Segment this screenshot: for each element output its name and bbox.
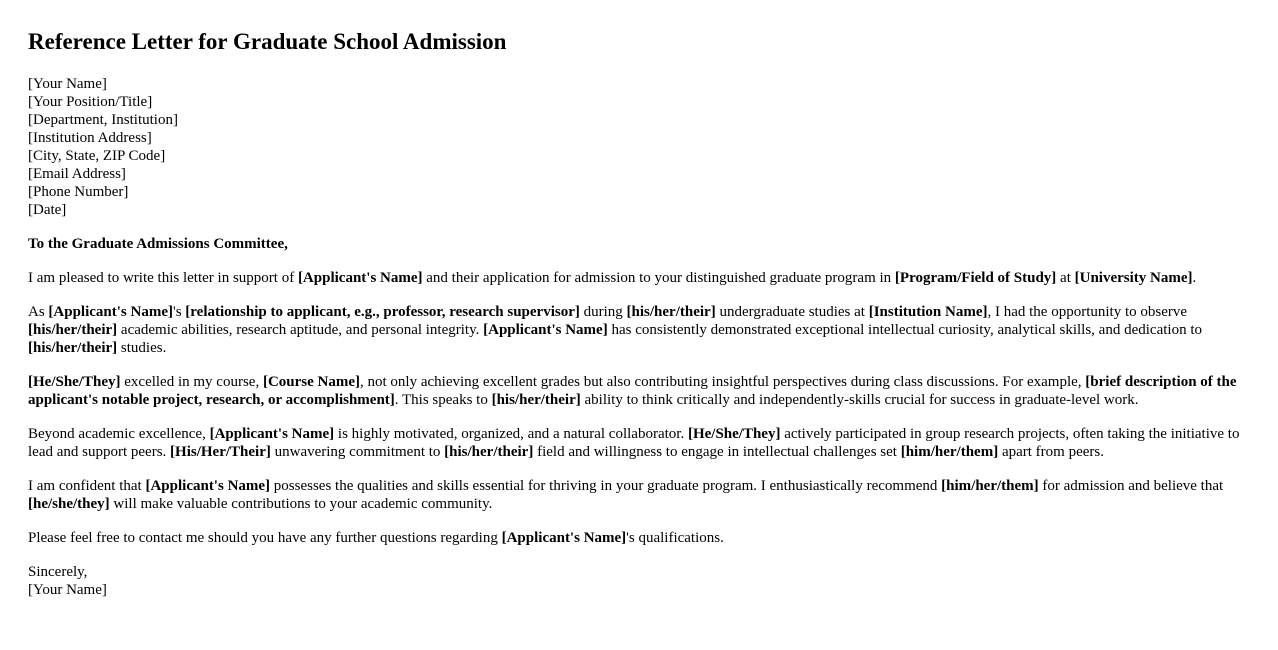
placeholder-university: [University Name] bbox=[1074, 270, 1193, 286]
salutation: To the Graduate Admissions Committee, bbox=[28, 236, 288, 252]
placeholder-pronoun: [him/her/them] bbox=[900, 444, 999, 460]
text-fragment: apart from peers. bbox=[998, 444, 1104, 460]
paragraph-contact bbox=[28, 529, 1250, 547]
paragraph-character bbox=[28, 425, 1250, 461]
text-fragment: is highly motivated, organized, and a natural collaborator. bbox=[334, 426, 688, 442]
placeholder-pronoun: [his/her/their] bbox=[28, 340, 118, 356]
placeholder-institution: [Institution Name] bbox=[868, 304, 988, 320]
paragraph-relationship bbox=[28, 303, 1250, 357]
paragraph-introduction bbox=[28, 269, 1250, 287]
text-fragment: . This speaks to bbox=[394, 392, 492, 408]
placeholder-pronoun: [he/she/they] bbox=[28, 496, 110, 512]
placeholder-applicant-name: [Applicant's Name] bbox=[297, 270, 423, 286]
text-fragment: possesses the qualities and skills essential for thriving in your graduate program. I enthusiastically recommend bbox=[270, 478, 942, 494]
text-fragment: As bbox=[28, 304, 49, 320]
placeholder-applicant-name: [Applicant's Name] bbox=[209, 426, 335, 442]
placeholder-pronoun: [His/Her/Their] bbox=[170, 444, 271, 460]
text-fragment: undergraduate studies at bbox=[715, 304, 869, 320]
sender-position: [Your Position/Title] bbox=[28, 94, 153, 110]
placeholder-pronoun: [his/her/their] bbox=[444, 444, 534, 460]
text-fragment: field and willingness to engage in intellectual challenges set bbox=[533, 444, 901, 460]
sender-email: [Email Address] bbox=[28, 166, 126, 182]
placeholder-pronoun: [him/her/them] bbox=[941, 478, 1039, 494]
placeholder-pronoun: [his/her/their] bbox=[491, 392, 581, 408]
text-fragment: studies. bbox=[117, 340, 167, 356]
text-fragment: ability to think critically and independently-skills crucial for success in graduate-level work. bbox=[580, 392, 1139, 408]
text-fragment: I am confident that bbox=[28, 478, 146, 494]
text-fragment: academic abilities, research aptitude, and personal integrity. bbox=[117, 322, 484, 338]
placeholder-relationship: [relationship to applicant, e.g., professor, research supervisor] bbox=[185, 304, 580, 320]
text-fragment: , not only achieving excellent grades but also contributing insightful perspectives during class discussions. For example, bbox=[360, 374, 1086, 390]
sender-name: [Your Name] bbox=[28, 76, 107, 92]
placeholder-applicant-name: [Applicant's Name] bbox=[483, 322, 608, 338]
placeholder-applicant-name: [Applicant's Name] bbox=[48, 304, 173, 320]
placeholder-accomplishment: [brief description of the applicant's notable project, research, or accomplishment] bbox=[28, 374, 1237, 408]
text-fragment: during bbox=[579, 304, 627, 320]
text-fragment: and their application for admission to your distinguished graduate program in bbox=[422, 270, 895, 286]
text-fragment: actively participated in group research projects, often taking the initiative to lead and support peers. bbox=[28, 426, 1240, 460]
text-fragment: I am pleased to write this letter in support of bbox=[28, 270, 298, 286]
text-fragment: will make valuable contributions to your academic community. bbox=[109, 496, 493, 512]
placeholder-applicant-name: [Applicant's Name] bbox=[145, 478, 271, 494]
text-fragment: unwavering commitment to bbox=[270, 444, 445, 460]
placeholder-pronoun: [his/her/their] bbox=[28, 322, 118, 338]
text-fragment: at bbox=[1056, 270, 1075, 286]
text-fragment: . bbox=[1192, 270, 1197, 286]
placeholder-applicant-name: [Applicant's Name] bbox=[501, 530, 627, 546]
letter-document bbox=[28, 28, 1250, 599]
sender-department: [Department, Institution] bbox=[28, 112, 178, 128]
text-fragment: excelled in my course, bbox=[120, 374, 263, 390]
paragraph-recommendation bbox=[28, 477, 1250, 513]
closing-name: [Your Name] bbox=[28, 582, 107, 598]
placeholder-course-name: [Course Name] bbox=[262, 374, 361, 390]
placeholder-pronoun: [He/She/They] bbox=[687, 426, 781, 442]
text-fragment: 's bbox=[173, 304, 186, 320]
letter-title: Reference Letter for Graduate School Admission bbox=[28, 29, 507, 54]
placeholder-program: [Program/Field of Study] bbox=[894, 270, 1057, 286]
placeholder-pronoun: [He/She/They] bbox=[28, 374, 121, 390]
sender-block bbox=[28, 75, 1250, 219]
text-fragment: , I had the opportunity to observe bbox=[987, 304, 1188, 320]
text-fragment: Beyond academic excellence, bbox=[28, 426, 210, 442]
placeholder-pronoun: [his/her/their] bbox=[626, 304, 716, 320]
text-fragment: Please feel free to contact me should you have any further questions regarding bbox=[28, 530, 502, 546]
closing-signoff: Sincerely, bbox=[28, 564, 88, 580]
sender-city-state-zip: [City, State, ZIP Code] bbox=[28, 148, 166, 164]
sender-address: [Institution Address] bbox=[28, 130, 152, 146]
closing-block bbox=[28, 563, 1250, 599]
sender-phone: [Phone Number] bbox=[28, 184, 129, 200]
text-fragment: has consistently demonstrated exceptional intellectual curiosity, analytical skills, and dedication to bbox=[607, 322, 1202, 338]
text-fragment: for admission and believe that bbox=[1038, 478, 1224, 494]
sender-date: [Date] bbox=[28, 202, 67, 218]
paragraph-coursework bbox=[28, 373, 1250, 409]
text-fragment: 's qualifications. bbox=[626, 530, 724, 546]
